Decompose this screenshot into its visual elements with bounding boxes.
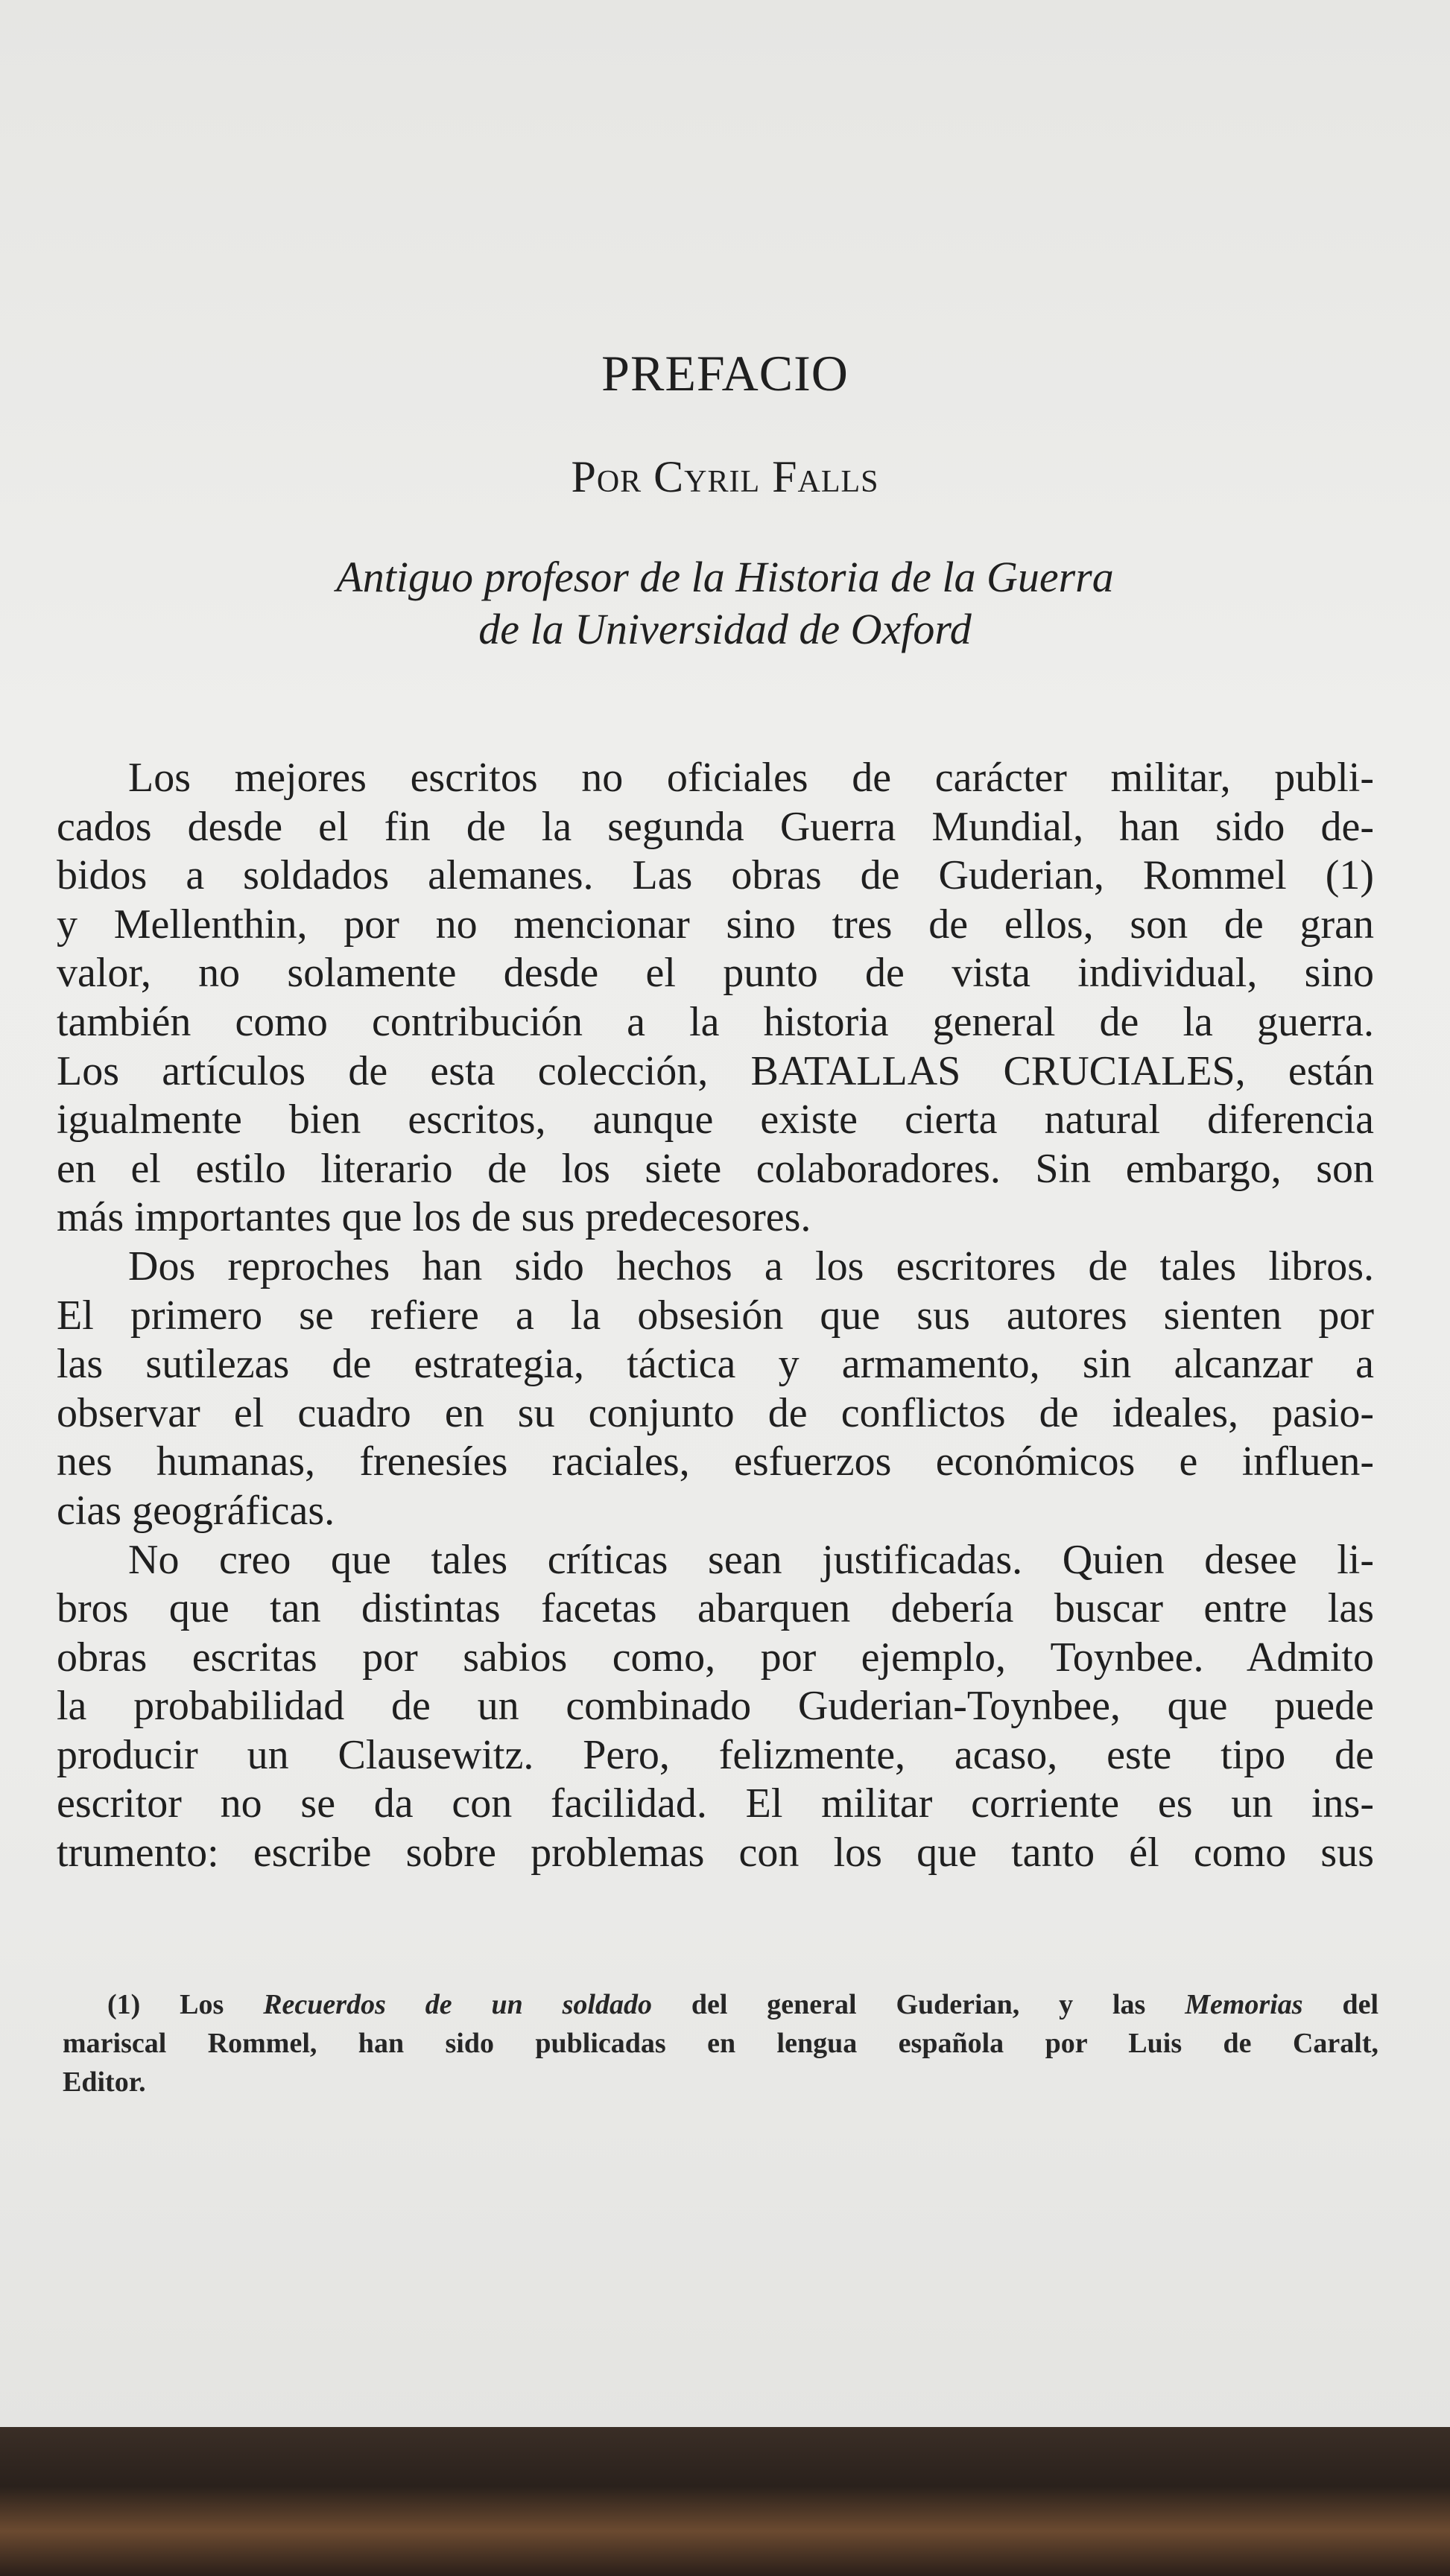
- text-line: bidos a soldados alemanes. Las obras de Guderian, Rommel (1): [57, 852, 1374, 899]
- footnote-text: del: [1302, 1989, 1378, 2020]
- footnote-book-title: Recuerdos de un soldado: [263, 1989, 652, 2020]
- text-line: observar el cuadro en su conjunto de conflictos de ideales, pasio-: [57, 1389, 1374, 1436]
- text-line: escritor no se da con facilidad. El militar corriente es un ins-: [57, 1780, 1374, 1827]
- footnote-text: del general Guderian, y las: [651, 1989, 1185, 2020]
- footnote: [63, 1985, 1378, 2101]
- text-line: Dos reproches han sido hechos a los escritores de tales libros.: [128, 1243, 1374, 1289]
- page-title: PREFACIO: [601, 345, 849, 402]
- text-line: obras escritas por sabios como, por ejemplo, Toynbee. Admito: [57, 1634, 1374, 1681]
- text-line: Los mejores escritos no oficiales de carácter militar, publi-: [128, 755, 1374, 801]
- text-line: bros que tan distintas facetas abarquen debería buscar entre las: [57, 1585, 1374, 1632]
- text-line: trumento: escribe sobre problemas con los que tanto él como sus: [57, 1830, 1374, 1877]
- affiliation-line: de la Universidad de Oxford: [478, 605, 972, 653]
- text-line: igualmente bien escritos, aunque existe cierta natural diferencia: [57, 1097, 1374, 1143]
- text-line: Los artículos de esta colección, BATALLAS CRUCIALES, están: [57, 1047, 1374, 1094]
- footnote-book-title: Memorias: [1185, 1989, 1303, 2020]
- text-line: El primero se refiere a la obsesión que sus autores sienten por: [57, 1292, 1374, 1339]
- affiliation-line: Antiguo profesor de la Historia de la Guerra: [336, 553, 1114, 601]
- text-line: las sutilezas de estrategia, táctica y armamento, sin alcanzar a: [57, 1341, 1374, 1388]
- footnote-text: (1) Los: [107, 1989, 264, 2020]
- text-line: la probabilidad de un combinado Guderian-Toynbee, que puede: [57, 1683, 1374, 1730]
- text-line: No creo que tales críticas sean justificadas. Quien desee li-: [128, 1536, 1374, 1583]
- text-line: más importantes que los de sus predecesores.: [57, 1194, 811, 1241]
- text-line: producir un Clausewitz. Pero, felizmente, acaso, este tipo de: [57, 1731, 1374, 1778]
- text-line: valor, no solamente desde el punto de vista individual, sino: [57, 950, 1374, 997]
- text-line: también como contribución a la historia general de la guerra.: [57, 998, 1374, 1045]
- author-byline: Por Cyril Falls: [571, 452, 879, 501]
- text-line: y Mellenthin, por no mencionar sino tres de ellos, son de gran: [57, 901, 1374, 948]
- author-affiliation: [0, 551, 1450, 656]
- text-line: cados desde el fin de la segunda Guerra Mundial, han sido de-: [57, 803, 1374, 850]
- table-surface: [0, 2427, 1450, 2576]
- text-line: nes humanas, frenesíes raciales, esfuerzos económicos e influen-: [57, 1438, 1374, 1485]
- footnote-line: mariscal Rommel, han sido publicadas en lengua española por Luis de Caralt,: [63, 2028, 1378, 2059]
- preface-body: [57, 754, 1374, 1878]
- footnote-line: [63, 1985, 1378, 2024]
- footnote-line: Editor.: [63, 2066, 146, 2098]
- text-line: en el estilo literario de los siete colaboradores. Sin embargo, son: [57, 1145, 1374, 1192]
- text-line: cias geográficas.: [57, 1487, 335, 1534]
